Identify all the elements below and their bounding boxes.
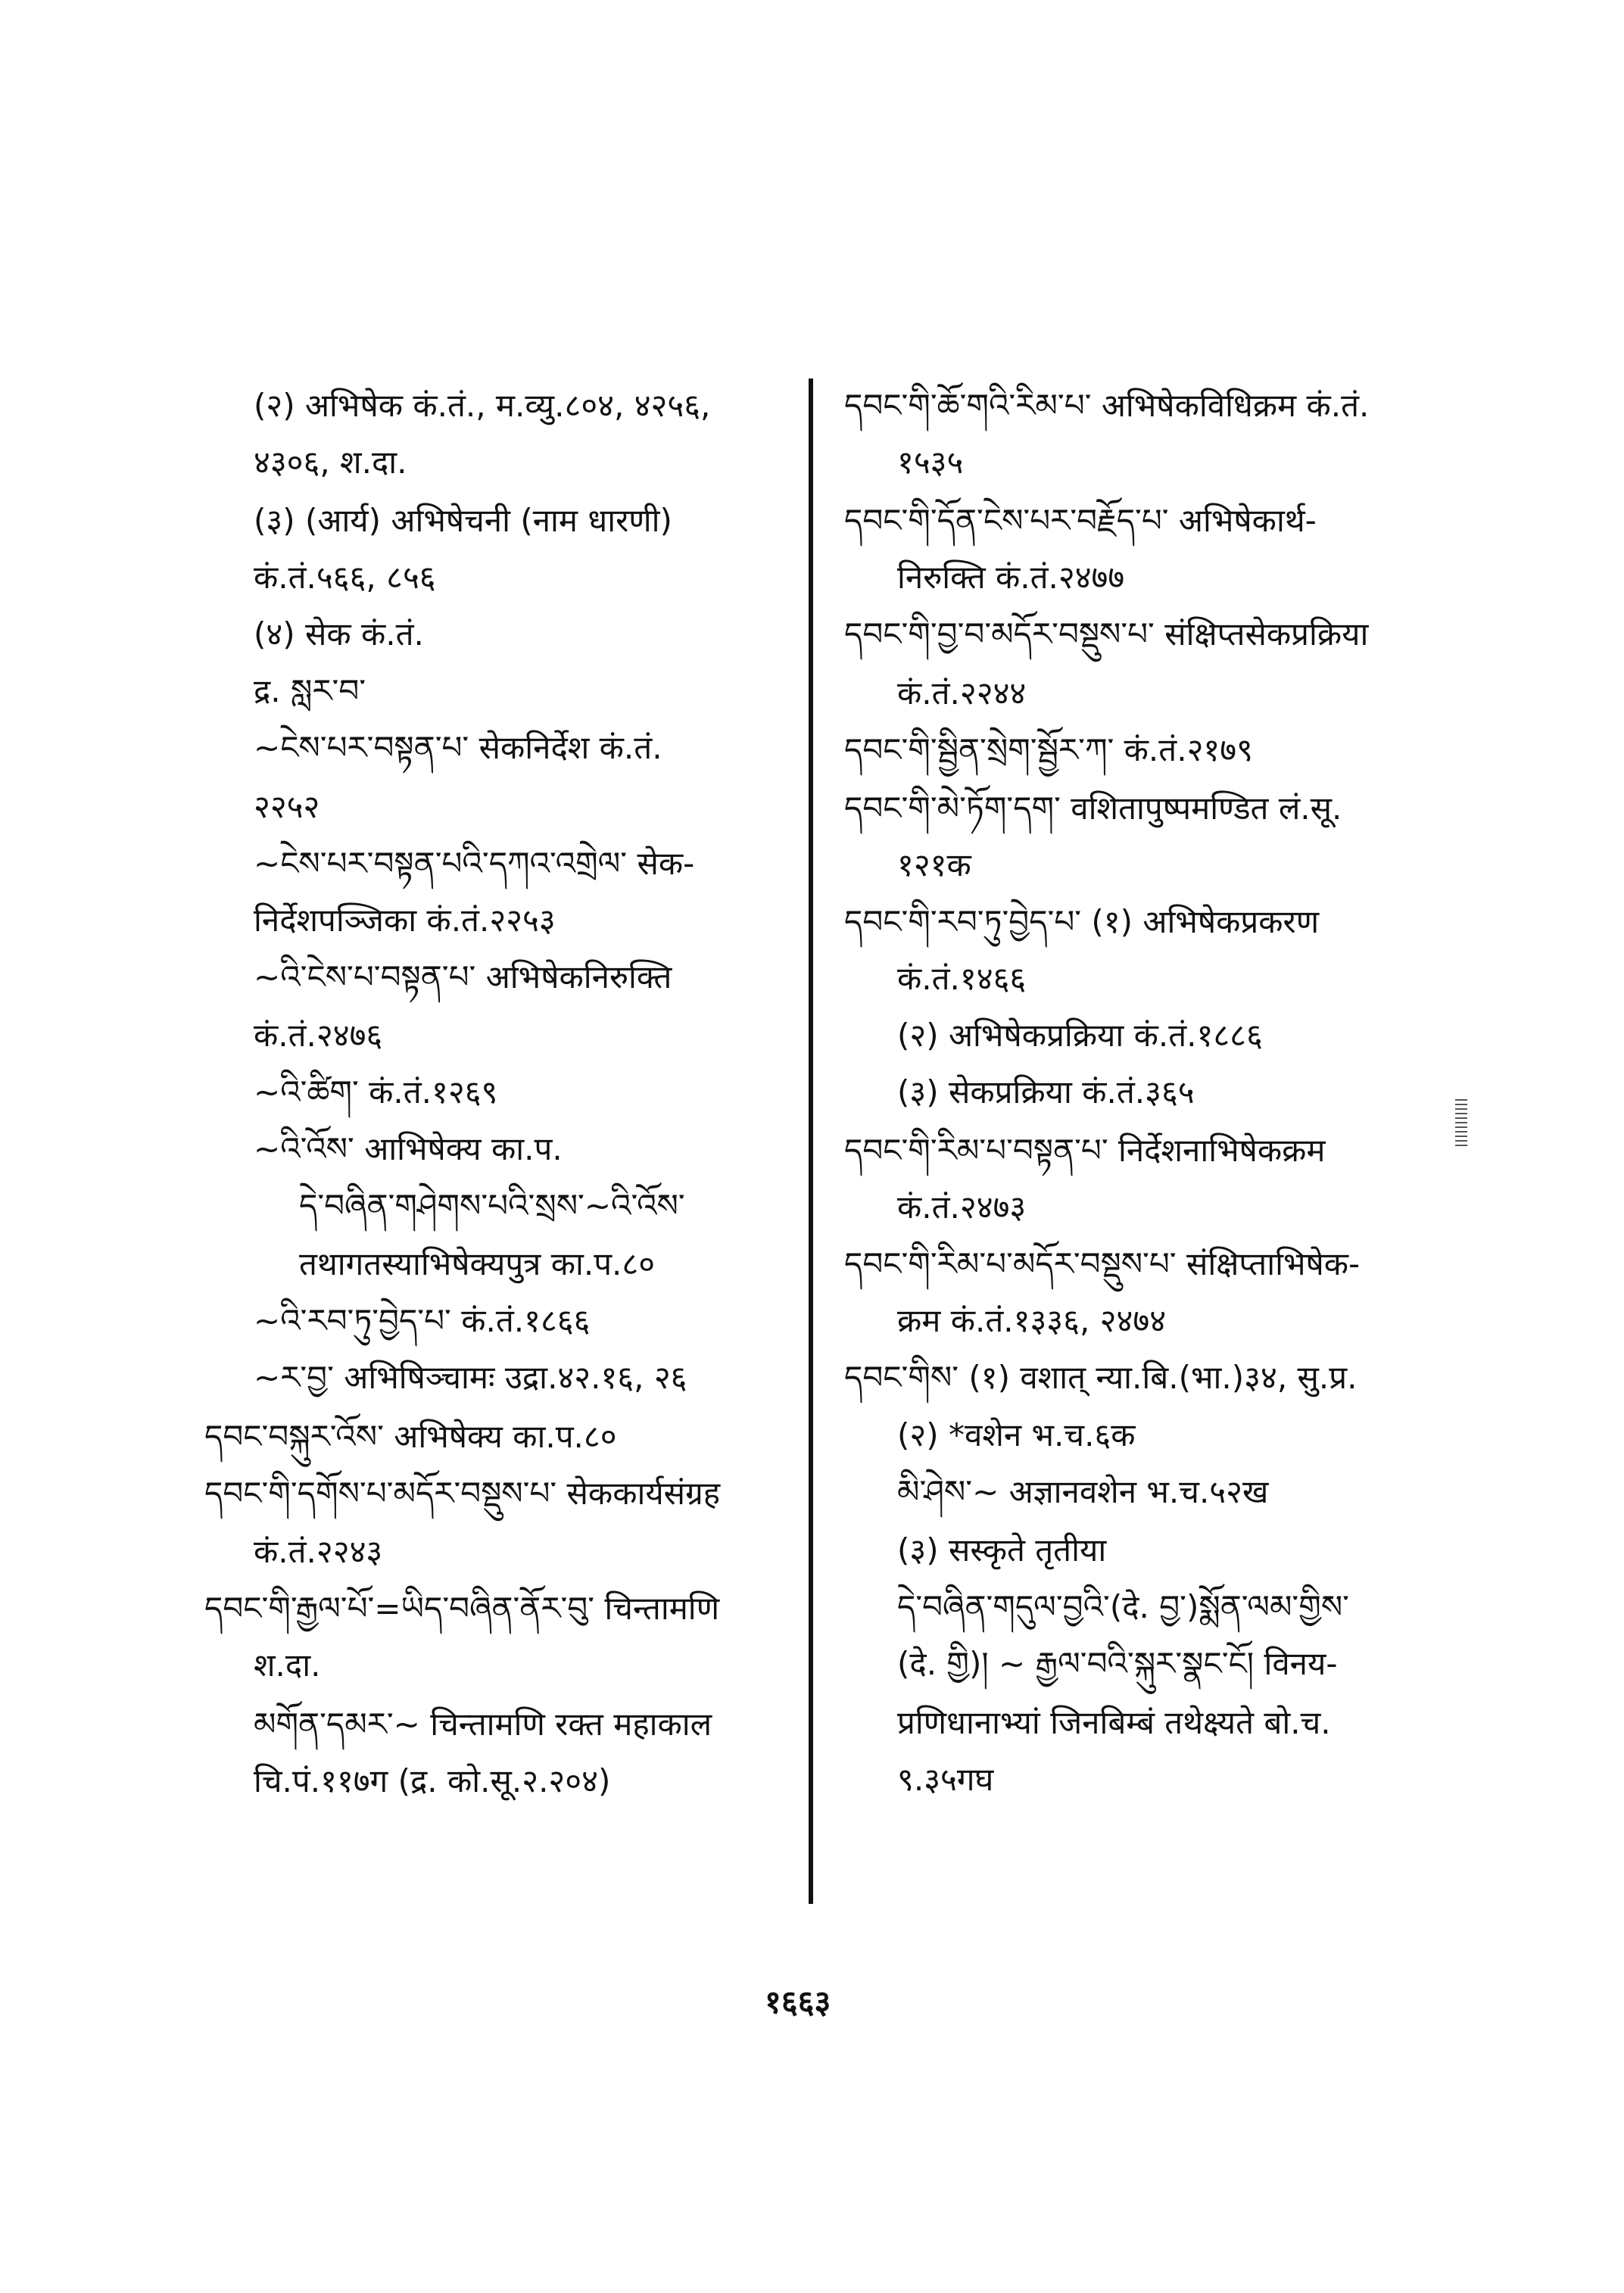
right-entry-line: कं.तं.१४६६ — [897, 960, 1027, 997]
right-entry-line: निरुक्ति कं.तं.२४७७ — [897, 559, 1125, 596]
right-entry-line: (२) अभिषेकप्रक्रिया कं.तं.१८८६ — [897, 1017, 1263, 1054]
right-entry-line: (२) *वशेन भ.च.६क — [897, 1416, 1136, 1453]
left-entry-line: དབང་གི་དགོས་པ་མདོར་བསྡུས་པ་ सेककार्यसंग्रह — [204, 1475, 721, 1512]
left-entry-line: कं.तं.२२४३ — [254, 1533, 383, 1570]
left-entry-line: ४३०६, श.दा. — [254, 444, 407, 481]
right-entry-line: क्रम कं.तं.१३३६, २४७४ — [897, 1302, 1167, 1339]
left-entry-line: ~འི་ཚིག་ कं.तं.१२६९ — [254, 1073, 498, 1111]
right-entry-line: (३) सस्कृते तृतीया — [897, 1531, 1107, 1569]
right-entry-line: (दे. གྱི)། ~ རྒྱལ་བའི་སྐུར་སྣང་ངོ། विनय- — [897, 1645, 1338, 1682]
left-entry-line: २२५२ — [254, 788, 320, 825]
left-entry-line: कं.तं.२४७६ — [254, 1017, 383, 1054]
right-entry-line: དབང་གི་སྦྱིན་སྲེག་སྦྱོར་ཀ་ कं.तं.२१७९ — [844, 731, 1253, 768]
right-entry-line: कं.तं.२४७३ — [897, 1189, 1027, 1226]
right-entry-line: (३) सेकप्रक्रिया कं.तं.३६५ — [897, 1073, 1195, 1111]
right-entry-line: དབང་གི་ཆོ་གའི་རིམ་པ་ अभिषेकविधिक्रम कं.तं. — [844, 387, 1370, 424]
right-entry-line: १२१क — [897, 846, 971, 883]
left-entry-line: ~འི་ངེས་པ་བསྟན་པ་ अभिषेकनिरुक्ति — [254, 958, 672, 995]
left-entry-line: (३) (आर्य) अभिषेचनी (नाम धारणी) — [254, 502, 672, 539]
left-entry-line: कं.तं.५६६, ८५६ — [254, 559, 436, 596]
right-entry-line: མི་ཤེས་~ अज्ञानवशेन भ.च.५२ख — [897, 1473, 1269, 1510]
right-entry-line: དེ་བཞིན་གདུལ་བྱའི་(दे. བྱ་)སྨོན་ལམ་གྱིས་ — [897, 1588, 1349, 1625]
right-entry-line: प्रणिधानाभ्यां जिनबिम्बं तथेक्ष्यते बो.च. — [897, 1704, 1331, 1741]
left-entry-line: མགོན་དམར་~ चिन्तामणि रक्त महाकाल — [254, 1706, 712, 1743]
left-entry-line: चि.पं.११७ग (द्र. को.सू.२.२०४) — [254, 1762, 611, 1799]
column-divider — [809, 379, 813, 1904]
left-entry-line: ~འི་རབ་ཏུ་བྱེད་པ་ कं.तं.१८६६ — [254, 1302, 591, 1339]
left-entry-line: དེ་བཞིན་གཤེགས་པའི་སྲས་~འི་འོས་ — [299, 1187, 685, 1224]
left-entry-line: ~ངེས་པར་བསྟན་པ་ सेकनिर्देश कं.तं. — [254, 729, 662, 766]
left-entry-line: (२) अभिषेक कं.तं., म.व्यु.८०४, ४२५६, — [254, 387, 711, 424]
left-entry-line: ~འི་འོས་ आभिषेक्य का.प. — [254, 1130, 563, 1167]
left-entry-line: དབང་གི་རྒྱལ་པོ་=ཡིད་བཞིན་ནོར་བུ་ चिन्तामणि — [204, 1590, 720, 1627]
right-entry-line: དབང་གི་མེ་ཏོག་དག་ वशितापुष्पमण्डित लं.सू. — [844, 790, 1342, 827]
left-entry-line: དབང་བསྐུར་འོས་ अभिषेक्य का.प.८० — [204, 1418, 617, 1455]
right-entry-line: དབང་གིས་ (१) वशात् न्या.बि.(भा.)३४, सु.प्र. — [844, 1359, 1357, 1396]
right-entry-line: དབང་གི་དོན་ངེས་པར་བརྗོད་པ་ अभिषेकार्थ- — [844, 502, 1317, 539]
left-entry-line: ~ངེས་པར་བསྟན་པའི་དཀའ་འགྲེལ་ सेक- — [254, 845, 695, 882]
left-entry-line: श.दा. — [254, 1647, 321, 1684]
scan-mark — [1455, 1099, 1467, 1148]
right-entry-line: དབང་གི་བྱ་བ་མདོར་བསྡུས་པ་ संक्षिप्तसेकप्रक्रिया — [844, 615, 1369, 653]
left-entry-line: ~ར་བྱ་ अभिषिञ्चामः उद्रा.४२.१६, २६ — [254, 1359, 687, 1396]
left-entry-line: (४) सेक कं.तं. — [254, 615, 424, 653]
right-entry-line: དབང་གི་རབ་ཏུ་བྱེད་པ་ (१) अभिषेकप्रकरण — [844, 903, 1320, 940]
left-entry-line: द्र. སླར་བ་ — [254, 672, 366, 709]
left-entry-line: तथागतस्याभिषेक्यपुत्र का.प.८० — [299, 1245, 656, 1282]
right-entry-line: དབང་གི་རིམ་པ་བསྟན་པ་ निर्देशनाभिषेकक्रम — [844, 1132, 1326, 1169]
right-entry-line: ९.३५गघ — [897, 1761, 994, 1798]
right-entry-line: १५३५ — [897, 444, 964, 481]
left-entry-line: निर्देशपञ्जिका कं.तं.२२५३ — [254, 902, 556, 939]
page-number: १६६३ — [765, 1983, 831, 2020]
right-entry-line: དབང་གི་རིམ་པ་མདོར་བསྡུས་པ་ संक्षिप्ताभिषेक- — [844, 1245, 1361, 1282]
right-entry-line: कं.तं.२२४४ — [897, 675, 1027, 712]
